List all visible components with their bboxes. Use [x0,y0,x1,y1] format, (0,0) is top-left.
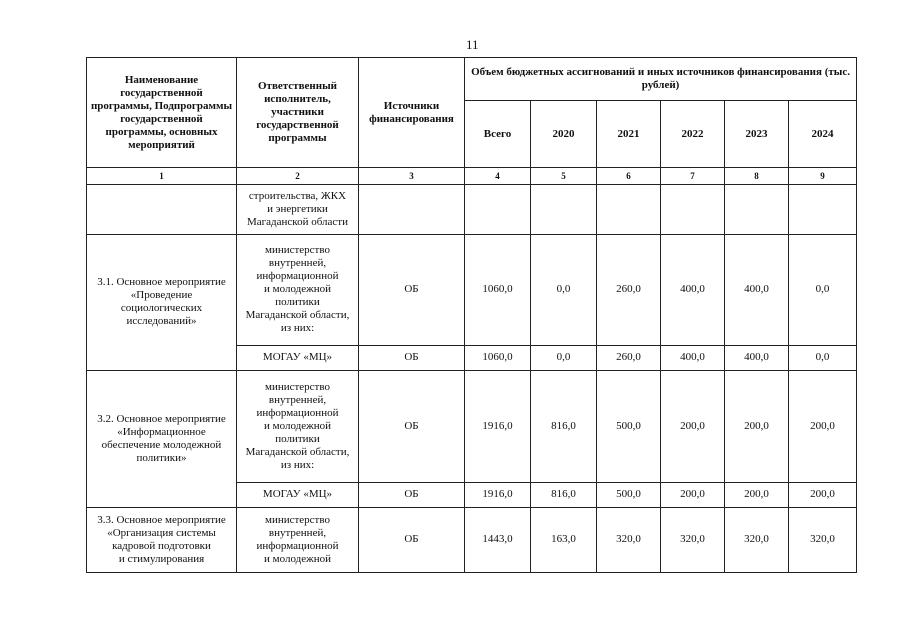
executor-cell: министерство внутренней, информационной и молодежной политики Магаданской области, из них: [237,234,359,345]
value-2023: 200,0 [725,482,789,507]
column-index: 6 [597,168,661,185]
activity-name-cell: 3.2. Основное мероприятие «Информационное обеспечение молодежной политики» [87,370,237,507]
column-index: 5 [531,168,597,185]
header-total: Всего [465,101,531,168]
value-2023: 200,0 [725,370,789,482]
header-year-2020: 2020 [531,101,597,168]
funding-source-cell: ОБ [359,370,465,482]
table-row [87,370,857,482]
header-year-2021: 2021 [597,101,661,168]
value-2020: 163,0 [531,507,597,572]
budget-table [86,57,857,573]
value-total: 1916,0 [465,370,531,482]
empty-cell [789,185,857,235]
value-total: 1060,0 [465,345,531,370]
value-2021: 260,0 [597,345,661,370]
value-2020: 0,0 [531,345,597,370]
table-row [87,185,857,235]
value-2022: 200,0 [661,482,725,507]
empty-cell [725,185,789,235]
value-2023: 400,0 [725,345,789,370]
funding-source-cell: ОБ [359,345,465,370]
value-2021: 500,0 [597,370,661,482]
value-2022: 400,0 [661,345,725,370]
value-2024: 320,0 [789,507,857,572]
executor-cell: министерство внутренней, информационной и молодежной политики Магаданской области, из них: [237,370,359,482]
column-index: 7 [661,168,725,185]
value-total: 1916,0 [465,482,531,507]
value-2024: 200,0 [789,482,857,507]
column-index: 3 [359,168,465,185]
value-2024: 200,0 [789,370,857,482]
funding-source-cell: ОБ [359,507,465,572]
header-year-2024: 2024 [789,101,857,168]
executor-cell: строительства, ЖКХ и энергетики Магаданской области [237,185,359,235]
column-index: 8 [725,168,789,185]
table-row [87,507,857,572]
activity-name-cell: 3.3. Основное мероприятие «Организация системы кадровой подготовки и стимулирования [87,507,237,572]
executor-cell: МОГАУ «МЦ» [237,345,359,370]
page-number: 11 [466,37,479,52]
header-program-name: Наименование государственной программы, Подпрограммы государственной программы, основных мероприятий [87,58,237,168]
empty-cell [465,185,531,235]
value-2021: 260,0 [597,234,661,345]
value-2021: 320,0 [597,507,661,572]
value-2024: 0,0 [789,345,857,370]
executor-cell: министерство внутренней, информационной и молодежной [237,507,359,572]
header-funding-source: Источники финансирования [359,58,465,168]
header-executor: Ответственный исполнитель, участники государственной программы [237,58,359,168]
column-index: 2 [237,168,359,185]
empty-cell [597,185,661,235]
executor-cell: МОГАУ «МЦ» [237,482,359,507]
header-budget-volume: Объем бюджетных ассигнований и иных источников финансирования (тыс. рублей) [465,58,857,101]
value-2022: 320,0 [661,507,725,572]
header-year-2023: 2023 [725,101,789,168]
value-total: 1443,0 [465,507,531,572]
value-2020: 816,0 [531,370,597,482]
header-year-2022: 2022 [661,101,725,168]
value-2020: 816,0 [531,482,597,507]
column-index: 1 [87,168,237,185]
empty-cell [87,185,237,235]
empty-cell [661,185,725,235]
value-2023: 400,0 [725,234,789,345]
activity-name-cell: 3.1. Основное мероприятие «Проведение социологических исследований» [87,234,237,370]
column-index: 9 [789,168,857,185]
funding-source-cell: ОБ [359,234,465,345]
empty-cell [531,185,597,235]
table-row [87,234,857,345]
value-2021: 500,0 [597,482,661,507]
value-2022: 200,0 [661,370,725,482]
value-2020: 0,0 [531,234,597,345]
value-total: 1060,0 [465,234,531,345]
empty-cell [359,185,465,235]
value-2022: 400,0 [661,234,725,345]
funding-source-cell: ОБ [359,482,465,507]
value-2024: 0,0 [789,234,857,345]
column-index: 4 [465,168,531,185]
value-2023: 320,0 [725,507,789,572]
